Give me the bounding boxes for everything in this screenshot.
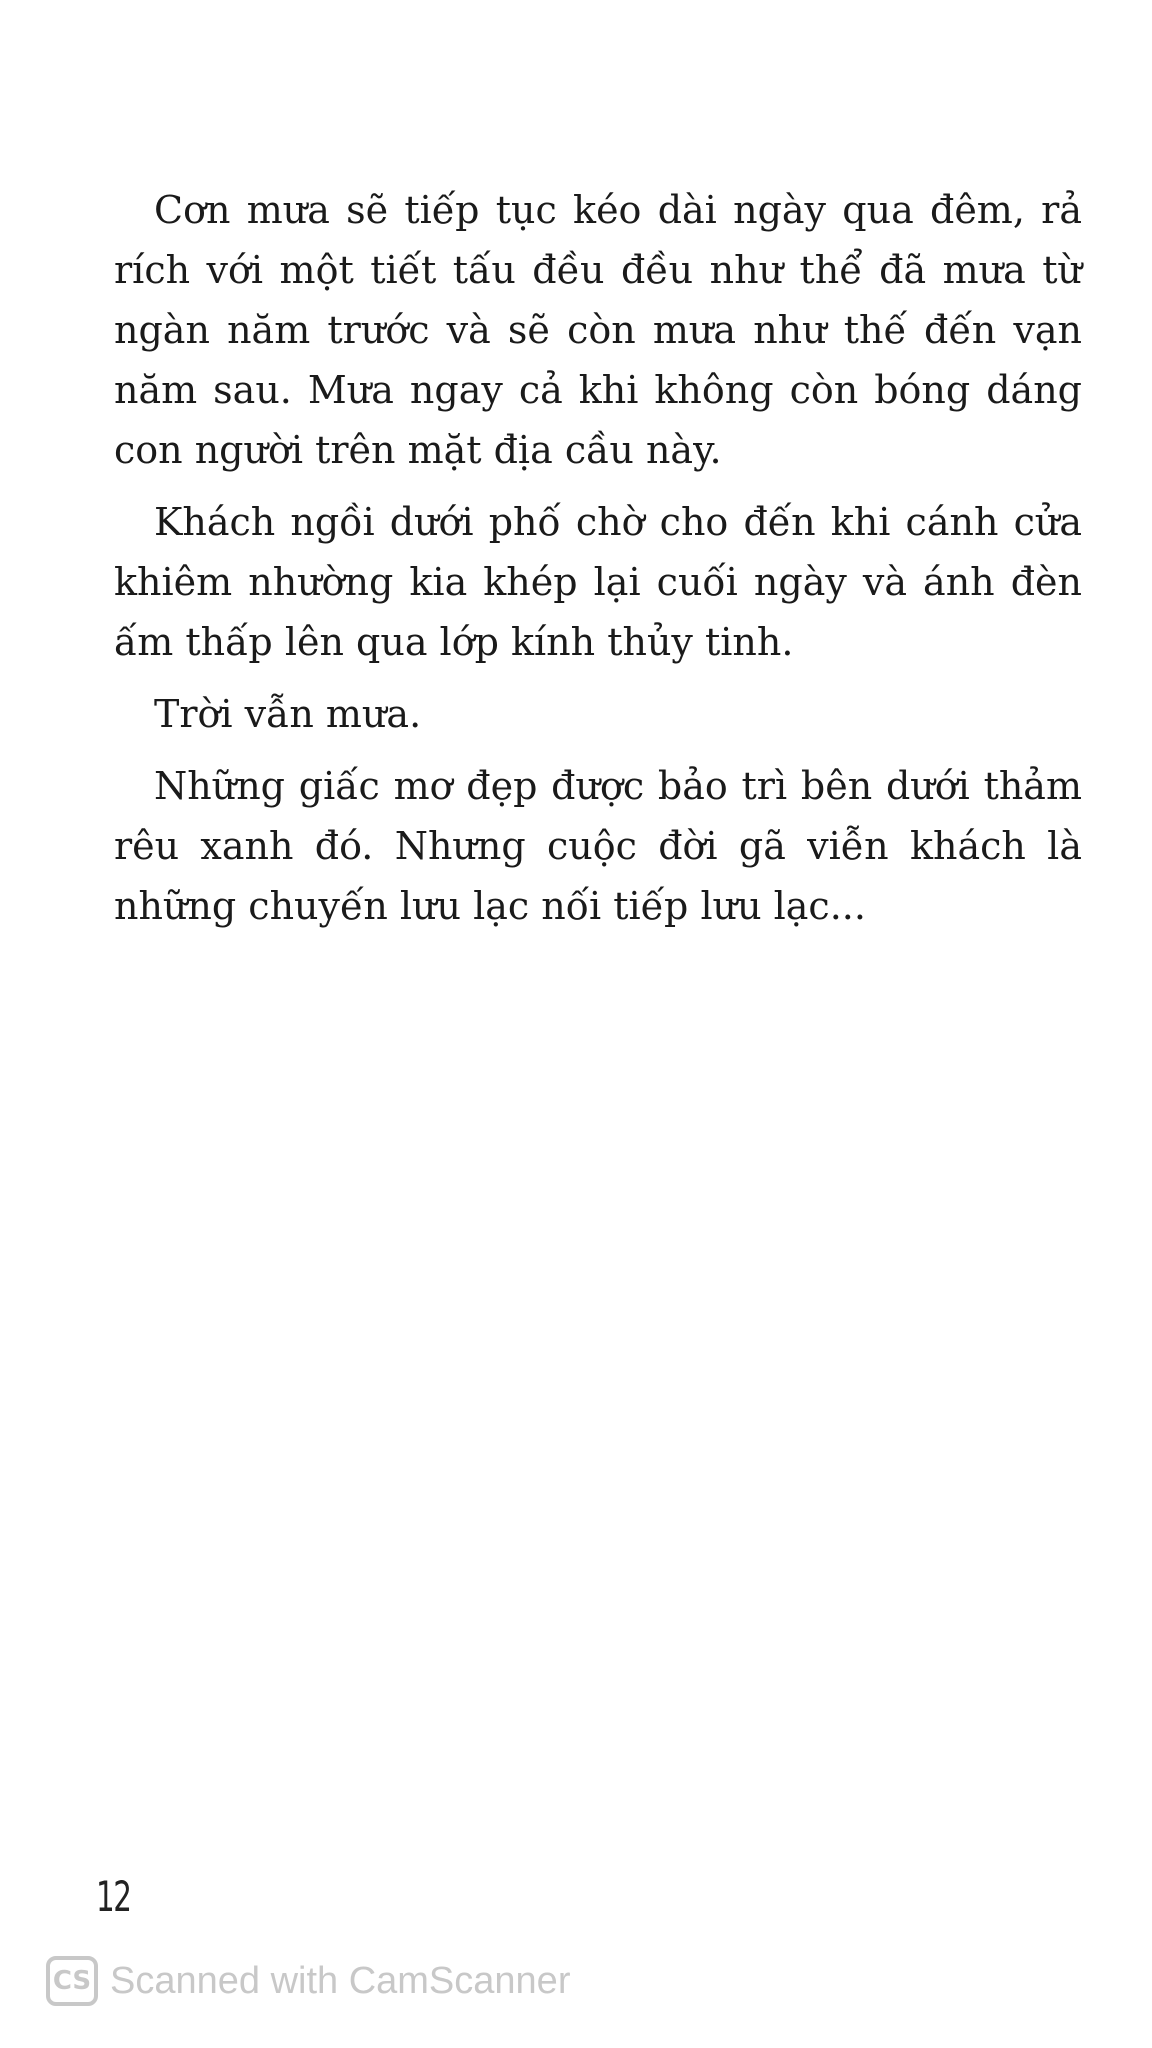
- paragraph: Những giấc mơ đẹp được bảo trì bên dưới thảm rêu xanh đó. Nhưng cuộc đời gã viễn khách là những chuyến lưu lạc nối tiếp lưu lạc...: [114, 764, 1082, 928]
- paragraph: Khách ngồi dưới phố chờ cho đến khi cánh cửa khiêm nhường kia khép lại cuối ngày và ánh đèn ấm thấp lên qua lớp kính thủy tinh.: [114, 500, 1082, 664]
- page-number: 12: [96, 1872, 131, 1921]
- paragraph: Cơn mưa sẽ tiếp tục kéo dài ngày qua đêm, rả rích với một tiết tấu đều đều như thể đã mưa từ ngàn năm trước và sẽ còn mưa như thế đến vạn năm sau. Mưa ngay cả khi không còn bóng dáng con người trên mặt địa cầu này.: [114, 188, 1082, 472]
- camscanner-logo-icon: CS: [46, 1956, 98, 2006]
- body-text: [114, 180, 1082, 948]
- paragraph: Trời vẫn mưa.: [154, 692, 422, 736]
- camscanner-watermark: [46, 1956, 570, 2006]
- watermark-text: Scanned with CamScanner: [110, 1959, 571, 2002]
